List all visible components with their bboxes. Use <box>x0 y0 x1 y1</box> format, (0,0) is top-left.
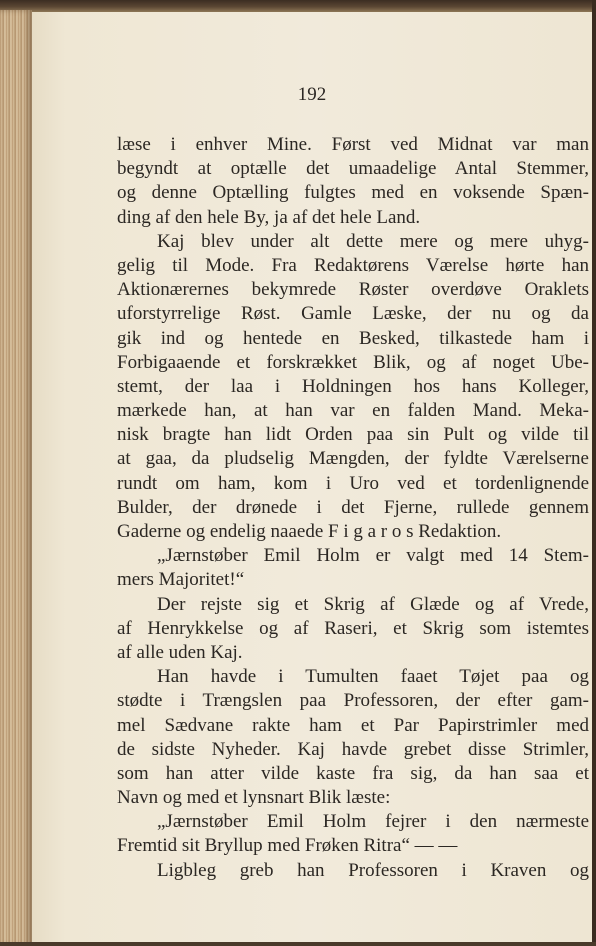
text-line: som han atter vilde kaste fra sig, da han saa et <box>117 762 589 784</box>
text-line: at gaa, da pludselig Mængden, der fyldte Værelserne <box>117 448 589 470</box>
book-cover-edge <box>0 0 596 12</box>
text-line: mers Majoritet!“ <box>117 569 245 591</box>
text-line: mærkede han, at han var en falden Mand. Meka- <box>117 400 589 422</box>
text-line: stemt, der laa i Holdningen hos hans Kolleger, <box>117 375 589 397</box>
text-line: de sidste Nyheder. Kaj havde grebet disse Strimler, <box>117 738 589 760</box>
text-line: Der rejste sig et Skrig af Glæde og af Vrede, <box>157 593 589 615</box>
text-line: ding af den hele By, ja af det hele Land. <box>117 206 421 228</box>
page-number: 192 <box>297 84 327 105</box>
text-line: Kaj blev under alt dette mere og mere uhyg- <box>157 230 589 252</box>
text-line: Navn og med et lynsnart Blik læste: <box>117 787 391 809</box>
text-line: nisk bragte han lidt Orden paa sin Pult og vilde til <box>117 424 589 446</box>
bottom-edge <box>0 942 596 946</box>
text-line: Han havde i Tumulten faaet Tøjet paa og <box>157 666 589 688</box>
text-line: „Jærnstøber Emil Holm er valgt med 14 Stem- <box>157 545 589 567</box>
text-line: begyndt at optælle det umaadelige Antal Stemmer, <box>117 158 589 180</box>
text-line: stødte i Trængslen paa Professoren, der efter gam- <box>117 690 589 712</box>
text-line: gik ind og hentede en Besked, tilkastede ham i <box>117 327 589 349</box>
text-line: mel Sædvane rakte ham et Par Papirstrimler med <box>117 714 589 736</box>
text-line: Bulder, der drønede i det Fjerne, rullede gennem <box>117 496 589 518</box>
page-edges <box>0 10 32 946</box>
text-line: Ligbleg greb han Professoren i Kraven og <box>157 859 589 881</box>
text-line: og denne Optælling fulgtes med en voksende Spæn- <box>117 182 589 204</box>
text-line: Fremtid sit Bryllup med Frøken Ritra“ — — <box>117 835 458 857</box>
text-line: rundt om ham, kom i Uro ved et tordenlignende <box>117 472 589 494</box>
book-page <box>32 12 592 942</box>
text-line: læse i enhver Mine. Først ved Midnat var man <box>117 134 589 155</box>
text-line: Gaderne og endelig naaede F i g a r o s Redaktion. <box>117 521 502 542</box>
text-line: Aktionærernes bekymrede Røster overdøve Oraklets <box>117 279 589 301</box>
right-edge <box>592 0 596 946</box>
text-line: uforstyrrelige Røst. Gamle Læske, der nu og da <box>117 303 589 325</box>
body-text <box>117 133 589 883</box>
text-line: af alle uden Kaj. <box>117 641 243 663</box>
text-line: gelig til Mode. Fra Redaktørens Værelse hørte han <box>117 254 589 276</box>
text-line: „Jærnstøber Emil Holm fejrer i den nærmeste <box>157 811 589 833</box>
text-line: Forbigaaende et forskrækket Blik, og af noget Ube- <box>117 351 589 373</box>
text-line: af Henrykkelse og af Raseri, et Skrig som istemtes <box>117 617 589 639</box>
